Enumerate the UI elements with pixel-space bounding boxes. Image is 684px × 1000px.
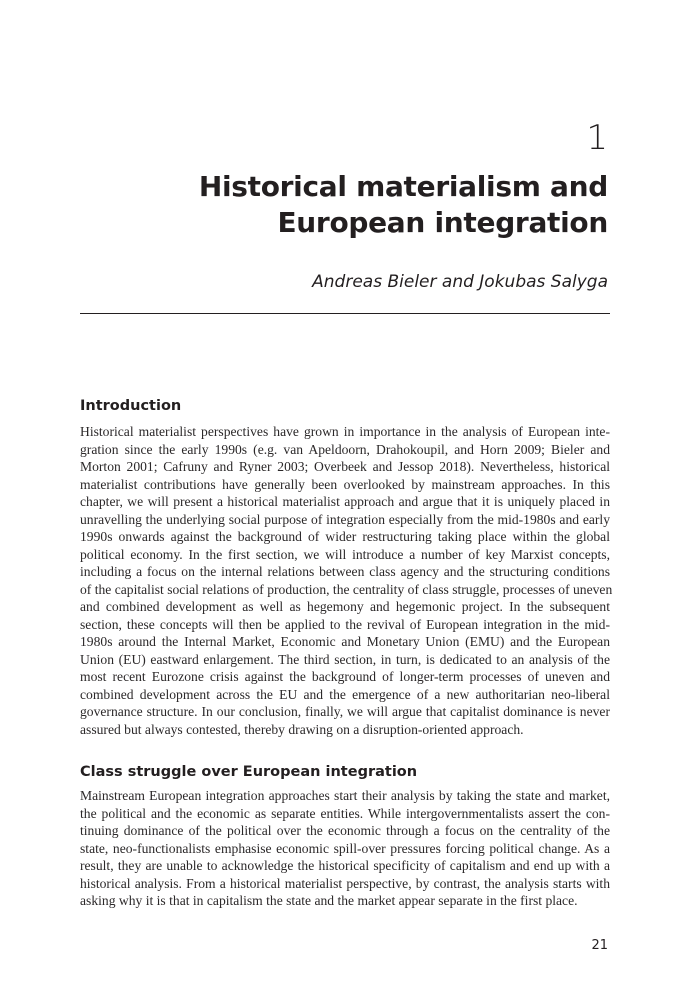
section-heading-class-struggle: Class struggle over European integration [80,764,418,780]
text-line: historical analysis. From a historical materialist perspective, by contrast, the analysis starts with [80,875,610,891]
text-line: materialist contributions have generally been overlooked by mainstream approaches. In this [80,476,610,492]
text-line: of the capitalist social relations of production, the centrality of class struggle, processes of uneven [80,581,613,597]
chapter-title-line-2: European integration [277,206,608,239]
class-struggle-paragraph [80,787,610,910]
introduction-paragraph [80,423,613,738]
text-line: and combined development as well as hegemony and hegemonic project. In the subsequent [80,599,610,614]
text-line: unravelling the underlying social purpose of integration especially from the mid-1980s and early [80,511,610,527]
text-line: including a focus on the internal relations between class agency and the structuring conditions [80,564,610,579]
text-line: most recent Eurozone crisis against the background of longer-term processes of uneven and [80,669,610,684]
text-line: 1980s around the Internal Market, Economic and Monetary Union (EMU) and the European [80,634,610,649]
page-number: 21 [591,938,608,953]
text-line: chapter, we will present a historical materialist approach and argue that it is uniquely placed in [80,494,610,509]
text-line: governance structure. In our conclusion, finally, we will argue that capitalist dominance is never [80,704,610,719]
text-line: combined development across the EU and the emergence of a new authoritarian neo-liberal [80,686,610,702]
text-line: section, these concepts will then be applied to the revival of European integration in the mid- [80,616,610,632]
text-line: result, they are unable to acknowledge the historical specificity of capitalism and end up with a [80,858,610,873]
text-line: the political and the economic as separate entities. While intergovernmentalists assert the con- [80,805,610,821]
text-line: assured but always contested, thereby drawing on a disruption-oriented approach. [80,721,524,737]
text-line: Historical materialist perspectives have grown in importance in the analysis of European inte- [80,424,610,439]
chapter-authors: Andreas Bieler and Jokubas Salyga [312,272,608,292]
text-line: tinuing dominance of the political over the economic through a focus on the centrality of the [80,823,610,838]
text-line: asking why it is that in capitalism the state and the market appear separate in the first place. [80,893,578,908]
chapter-title-line-1: Historical materialism and [198,170,608,203]
chapter-number: 1 [586,118,608,158]
text-line: gration since the early 1990s (e.g. van Apeldoorn, Drahokoupil, and Horn 2009; Bieler and [80,441,610,457]
text-line: state, neo-functionalists emphasise economic spill-over pressures forcing political change. As a [80,840,610,856]
section-heading-introduction: Introduction [80,398,182,414]
text-line: Mainstream European integration approaches start their analysis by taking the state and market, [80,788,610,803]
text-line: Union (EU) eastward enlargement. The third section, in turn, is dedicated to an analysis of the [80,651,610,667]
text-line: Morton 2001; Cafruny and Ryner 2003; Overbeek and Jessop 2018). Nevertheless, historical [80,459,610,474]
text-line: political economy. In the first section, we will introduce a number of key Marxist concepts, [80,546,610,562]
text-line: 1990s onwards against the background of wider restructuring taking place within the global [80,529,610,544]
title-divider [80,313,610,314]
